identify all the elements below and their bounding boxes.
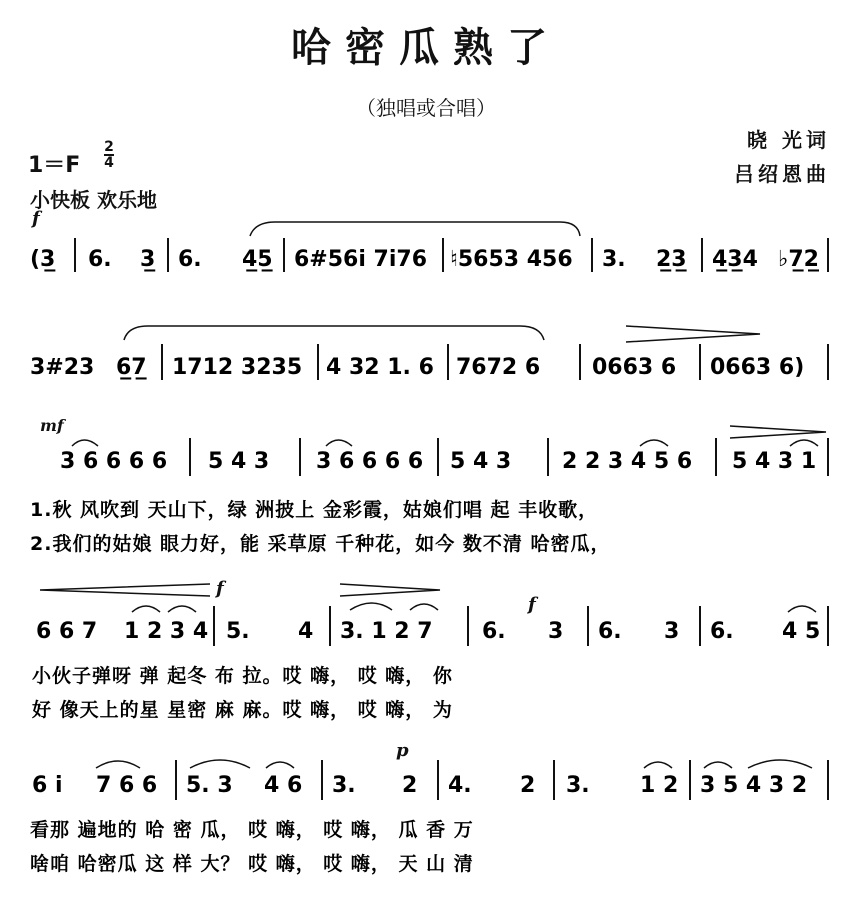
note-group: ♭7̲2̲ xyxy=(778,247,819,272)
dynamic-mf: mf xyxy=(40,416,64,435)
crescendo xyxy=(40,584,210,596)
note-group: 7672 6 xyxy=(456,355,541,380)
note-group: 3. xyxy=(566,773,590,798)
decrescendo xyxy=(626,326,760,342)
staff-row-2 xyxy=(30,326,828,380)
dynamic-p: p xyxy=(396,740,409,761)
note-group: 5 4 3 1 xyxy=(732,449,817,474)
slur xyxy=(326,440,352,446)
slur xyxy=(132,606,160,612)
tempo-marking: 小快板 欢乐地 xyxy=(30,188,157,212)
slur xyxy=(250,222,580,236)
slur xyxy=(704,762,732,768)
slur xyxy=(124,326,544,340)
note-group: 0663 6 xyxy=(592,355,677,380)
slur xyxy=(748,760,812,768)
slur xyxy=(410,604,438,610)
dynamic-f-row4a: f xyxy=(216,578,224,599)
note-group: 1712 3235 xyxy=(172,355,303,380)
note-group: 5 4 3 xyxy=(450,449,512,474)
decrescendo xyxy=(340,584,440,596)
note-group: 3 5 4 3 2 xyxy=(700,773,808,798)
staff-row-5 xyxy=(30,760,828,875)
composer-credit: 吕绍恩曲 xyxy=(734,162,830,186)
note-group: 4̲5̲ xyxy=(242,247,273,272)
subtitle: （独唱或合唱） xyxy=(356,96,496,120)
note-group: 0663 6) xyxy=(710,355,805,380)
note-group: 3̲ xyxy=(140,247,156,272)
note-group: 3#23 xyxy=(30,355,95,380)
note-group: 6. xyxy=(482,619,506,644)
note-group: 2 xyxy=(402,773,418,798)
lyric-line-1: 1.秋 风吹到 天山下，绿 洲披上 金彩霞，姑娘们唱 起 丰收歌， xyxy=(30,499,599,521)
note-group: 2̲3̲ xyxy=(656,247,687,272)
note-group: 4 32 1. 6 xyxy=(326,355,434,380)
slur xyxy=(640,440,668,446)
note-group: 6. xyxy=(88,247,112,272)
note-group: 4 5 xyxy=(782,619,821,644)
dynamic-f-row4b: f xyxy=(528,594,536,615)
note-group: 1 2 3 4 xyxy=(124,619,209,644)
staff-row-1 xyxy=(30,222,828,272)
lyric-line-2: 啥咱 哈密瓜 这 样 大？ 哎 嗨， 哎 嗨， 天 山 清 xyxy=(30,853,474,875)
slur xyxy=(168,606,196,612)
time-numerator: 2 xyxy=(104,139,114,155)
note-group: 4 xyxy=(298,619,314,644)
decrescendo xyxy=(730,426,826,438)
note-group: 6̲7̲ xyxy=(116,355,147,380)
slur xyxy=(790,440,818,446)
note-group: 2 xyxy=(520,773,536,798)
note-group: 2 2 3 4 5 6 xyxy=(562,449,693,474)
lyric-line-2: 好 像天上的星 星密 麻 麻。哎 嗨， 哎 嗨， 为 xyxy=(32,699,453,721)
note-group: (3̲ xyxy=(30,247,56,272)
page-title: 哈密瓜熟了 xyxy=(291,24,561,71)
dynamic-f-intro: f xyxy=(32,208,40,229)
lyric-line-1: 看那 遍地的 哈 密 瓜， 哎 嗨， 哎 嗨， 瓜 香 万 xyxy=(30,819,474,841)
staff-row-4 xyxy=(31,584,828,721)
note-group: 6 6 7 xyxy=(36,619,98,644)
note-group: 1 2 xyxy=(640,773,679,798)
slur xyxy=(72,440,98,446)
note-group: 4. xyxy=(448,773,472,798)
staff-row-3 xyxy=(30,426,828,555)
note-group: 3. 1 2 7 xyxy=(340,619,433,644)
slur xyxy=(190,760,250,768)
note-group: 3. xyxy=(602,247,626,272)
note-group: 6. xyxy=(598,619,622,644)
lyric-line-2: 2.我们的姑娘 眼力好，能 采草原 千种花，如今 数不清 哈密瓜， xyxy=(30,533,611,555)
note-group: 7 6 6 xyxy=(96,773,158,798)
note-group: 6 i xyxy=(32,773,63,798)
slur xyxy=(266,762,294,768)
note-group: ♮5653 456 xyxy=(450,247,573,272)
note-group: 5. 3 xyxy=(186,773,233,798)
note-group: 5 4 3 xyxy=(208,449,270,474)
note-group: 4 6 xyxy=(264,773,303,798)
note-group: 3 6 6 6 6 xyxy=(316,449,424,474)
note-group: 3 xyxy=(664,619,680,644)
key-signature: 1＝F xyxy=(28,153,81,178)
note-group: 6#56i 7i76 xyxy=(294,247,428,272)
lyricist-credit: 晓 光词 xyxy=(747,128,830,152)
slur xyxy=(788,606,816,612)
lyric-line-1: 小伙子弹呀 弹 起冬 布 拉。哎 嗨， 哎 嗨， 你 xyxy=(32,665,453,687)
note-group: 3 xyxy=(548,619,564,644)
slur xyxy=(644,762,672,768)
note-group: 3. xyxy=(332,773,356,798)
note-group: 3 6 6 6 6 xyxy=(60,449,168,474)
note-group: 6. xyxy=(710,619,734,644)
time-denominator: 4 xyxy=(104,155,114,171)
note-group: 5. xyxy=(226,619,250,644)
slur xyxy=(350,603,392,610)
slur xyxy=(96,761,140,768)
note-group: 4̲3̲4 xyxy=(712,247,758,272)
note-group: 6. xyxy=(178,247,202,272)
